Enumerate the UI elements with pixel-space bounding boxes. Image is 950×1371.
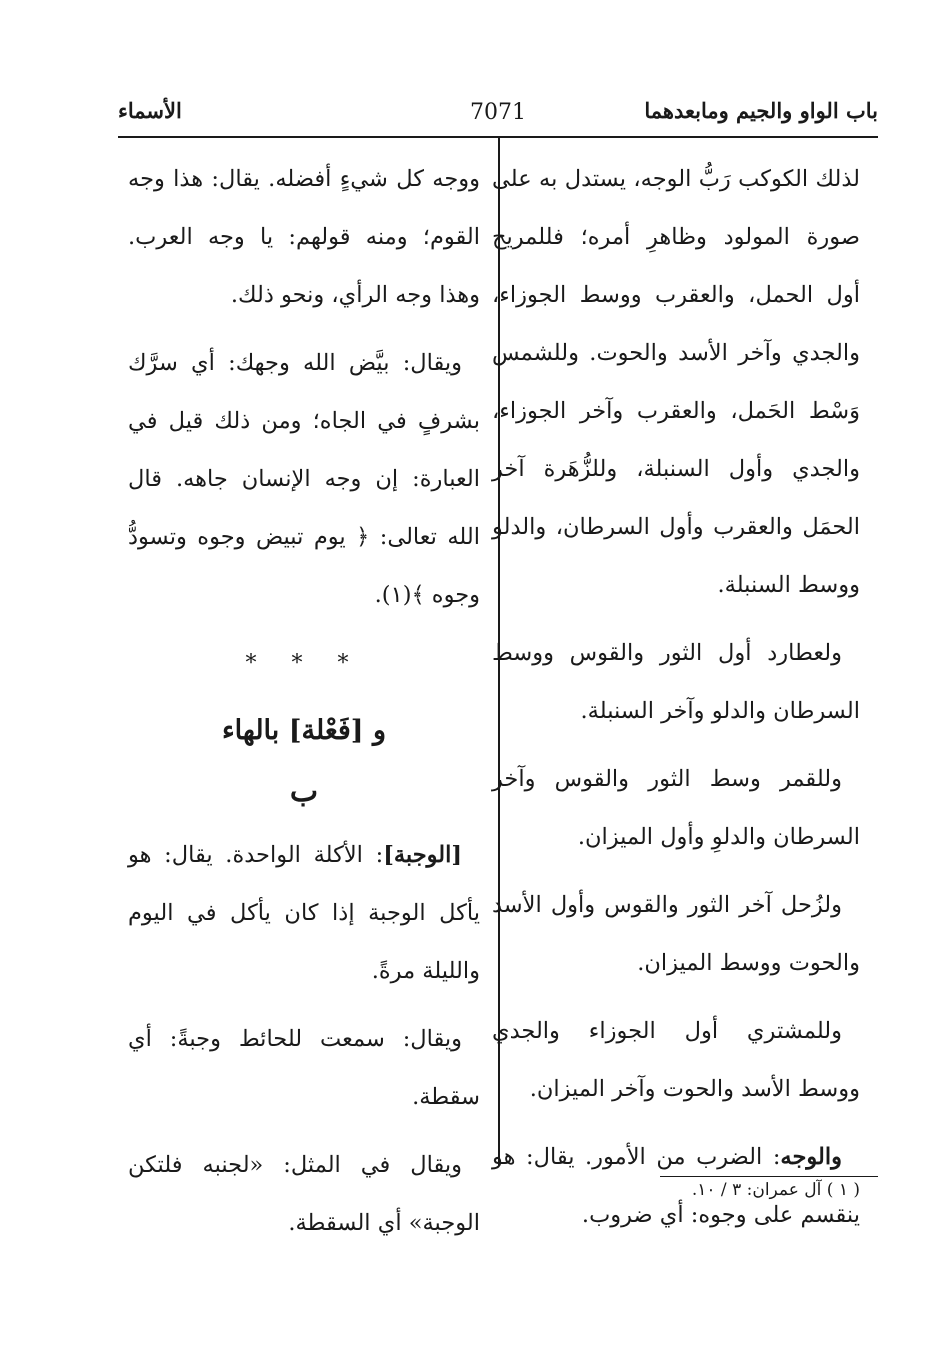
paragraph: ويقال: سمعت للحائط وجبةً: أي سقطة. <box>128 1026 480 1110</box>
footnote: ( ١ ) آل عمران: ٣ / ١٠. <box>691 1180 860 1200</box>
section-title: و [فَعْلة] بالهاء <box>221 715 387 746</box>
paragraph: لذلك الكوكب رَبُّ الوجه، يستدل به على صورة المولود وظاهرِ أمره؛ فللمريخ أول الحمل، والعقرب ووسط الجوزاء، والجدي وآخر الأسد والحوت. وللشمس وَسْط الحَمل، والعقرب وآخر الجوزاء، والجدي وأول السنبلة، وللزُّهَرة آخر الحمَل والعقرب وأول السرطان، والدلو ووسط السنبلة. <box>492 166 860 598</box>
entry-definition: : الضرب من الأمور. يقال: هو ينقسم على وجوه: أي ضروب. <box>492 1144 860 1228</box>
paragraph: ويقال في المثل: «لجنبه فلتكن الوجبة» أي السقطة. <box>128 1152 480 1236</box>
left-column <box>128 150 480 1262</box>
paragraph: ولزُحل آخر الثور والقوس وأول الأسد والحوت ووسط الميزان. <box>492 892 860 976</box>
running-header <box>118 98 878 134</box>
paragraph: وللمشتري أول الجوزاء والجدي ووسط الأسد والحوت وآخر الميزان. <box>492 1018 860 1102</box>
entry-paragraph <box>128 826 480 1000</box>
paragraph: وللقمر وسط الثور والقوس وآخر السرطان والدلوِ وأول الميزان. <box>492 766 860 850</box>
paragraph: ولعطارد أول الثور والقوس ووسط السرطان والدلو وآخر السنبلة. <box>492 640 860 724</box>
section-heading: الأسماء <box>118 98 182 123</box>
entry-term: والوجه <box>780 1144 842 1170</box>
chapter-heading: باب الواو والجيم ومابعدهما <box>644 98 878 123</box>
paragraph: ويقال: بيَّض الله وجهك: أي سرَّك بشرفٍ في الجاه؛ ومن ذلك قيل في العبارة: إن وجه الإنسان جاهه. قال الله تعالى: ﴿ يوم تبيض وجوه وتسودُّ وجوه ﴾(١). <box>128 350 480 608</box>
right-column <box>492 150 860 1254</box>
section-letter: ب <box>289 774 319 809</box>
footnote-rule <box>660 1176 878 1177</box>
entry-definition: : الأكلة الواحدة. يقال: هو يأكل الوجبة إذا كان يأكل في اليوم والليلة مرةً. <box>128 842 480 984</box>
entry-term: [الوجبة] <box>383 842 462 868</box>
page-number: 7071 <box>470 100 526 125</box>
paragraph: ووجه كل شيءٍ أفضله. يقال: هذا وجه القوم؛ ومنه قولهم: يا وجه العرب. وهذا وجه الرأي، ونحو ذلك. <box>128 166 480 308</box>
section-divider-stars: * * * <box>245 651 363 676</box>
